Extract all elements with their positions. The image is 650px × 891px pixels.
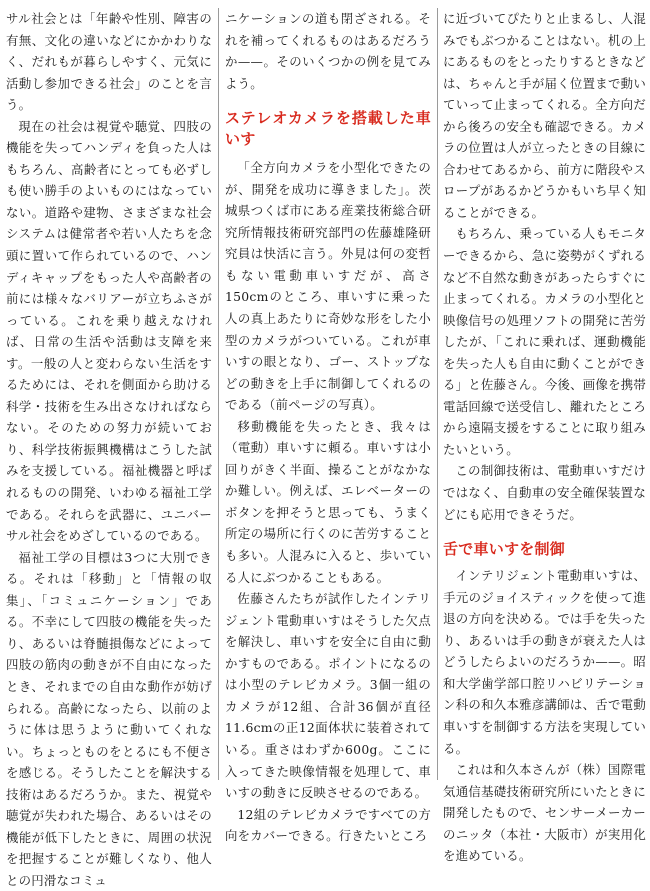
section-heading-tongue-control: 舌で車いすを制御 <box>443 540 566 559</box>
paragraph: もちろん、乗っている人もモニターできるから、急に姿勢がくずれるなど不自然な動きがあったらすぐに止まってくれる。カメラの小型化と映像信号の処理ソフトの開発に苦労したが、「これに乗れば、運動機能を失った人も自由に動くことができる」と佐藤さん。今後、画像を携帯電話回線で送受信し、離れたところから遠隔支援をすることに取り組みたいという。 <box>443 226 646 457</box>
column-divider <box>218 8 219 780</box>
paragraph: インテリジェント電動車いすは、手元のジョイスティックを使って進退の方向を決める。では手を失ったり、あるいは手の動きが衰えた人はどうしたらよいのだろうか——。昭和大学歯学部口腔リハビリテーション科の和久本雅彦講師は、舌で電動車いすを制御する方法を実現している。 <box>443 568 646 756</box>
paragraph: これは和久本さんが（株）国際電気通信基礎技術研究所にいたときに開発したもので、センサーメーカーのニッタ（本社・大阪市）が実用化を進めている。 <box>443 762 646 864</box>
column-2 <box>225 8 431 847</box>
column-divider <box>437 8 438 780</box>
column-3 <box>443 8 646 867</box>
paragraph: 移動機能を失ったとき、我々は（電動）車いすに頼る。車いすは小回りがきく半面、操ることがなかなか難しい。例えば、エレベーターのボタンを押そうと思っても、うまく所定の場所に行くのに苦労することも多い。人混みに入ると、歩いている人にぶつかることもある。 <box>225 418 431 585</box>
paragraph: サル社会とは「年齢や性別、障害の有無、文化の違いなどにかかわりなく、だれもが暮らしやすく、元気に活動し参加できる社会」のことを言う。 <box>6 11 212 113</box>
column-1 <box>6 8 212 891</box>
paragraph: 現在の社会は視覚や聴覚、四肢の機能を失ってハンディを負った人はもちろん、高齢者にとっても必ずしも使い勝手のよいものにはなっていない。道路や建物、さまざまな社会システムは健常者や若い人たちを念頭に置いて作られているので、ハンディキャップをもった人や高齢者の前には様々なバリアーが立ちふさがっている。これを乗り越えなければ、日常の生活や活動は支障を来す。一般の人と変わらない生活をするためには、それを側面から助ける科学・技術を生み出さなければならない。そのための努力が続いており、科学技術振興機構はこうした試みを支援している。福祉機器と呼ばれるものの開発、いわゆる福祉工学である。それらを武器に、ユニバーサル社会をめざしているのである。 <box>6 118 212 544</box>
paragraph: 12組のテレビカメラですべての方向をカバーできる。行きたいところ <box>225 806 431 844</box>
paragraph: ニケーションの道も閉ざされる。それを補ってくれるものはあるだろうか——。そのいくつかの例を見てみよう。 <box>225 11 431 91</box>
section-heading-stereo-camera: ステレオカメラを搭載した車いす <box>225 109 431 149</box>
paragraph: に近づいてぴたりと止まるし、人混みでもぶつかることはない。机の上にあるものをとったりするときなどは、ちゃんと手が届く位置まで動いていって止まってくれる。全方向だから後ろの安全も確認できる。カメラの位置は人が立ったときの目線に合わせてあるから、前方に階段やスロープがあるかどうかもいち早く知ることができる。 <box>443 11 646 220</box>
paragraph: 佐藤さんたちが試作したインテリジェント電動車いすはそうした欠点を解決し、車いすを安全に自由に動かすものである。ポイントになるのは小型のテレビカメラ。3個一組のカメラが12組、合計36個が直径11.6cmの正12面体状に装着されている。重さはわずか600g。ここに入ってきた映像情報を処理して、車いすの動きに反映させるのである。 <box>225 591 431 801</box>
paragraph: 「全方向カメラを小型化できたのが、開発を成功に導きました」。茨城県つくば市にある産業技術総合研究所情報技術研究部門の佐藤雄隆研究員は快活に言う。外見は何の変哲もない電動車いすだが、高さ150cmのところ、車いすに乗った人の真上あたりに奇妙な形をした小型のカメラがついている。これが車いすの眼となり、ゴー、ストップなどの動きを上手に制御してくれるのである（前ページの写真）。 <box>225 160 431 413</box>
paragraph: 福祉工学の目標は3つに大別できる。それは「移動」と「情報の収集」、「コミュニケーション」である。不幸にして四肢の機能を失ったり、あるいは脊髄損傷などによって四肢の筋肉の動きが不自由になったとき、それまでの自由な動作が妨げられる。高齢になったら、以前のように体は思うように動いてくれない。ちょっとものをとるにも不便さを感じる。そうしたことを解決する技術はあるだろうか。また、視覚や聴覚が失われた場合、あるいはその機能が低下したときに、周囲の状況を把握することが難しくなり、他人との円滑なコミュ <box>6 549 212 888</box>
paragraph: この制御技術は、電動車いすだけではなく、自動車の安全確保装置などにも応用できそうだ。 <box>443 463 646 522</box>
